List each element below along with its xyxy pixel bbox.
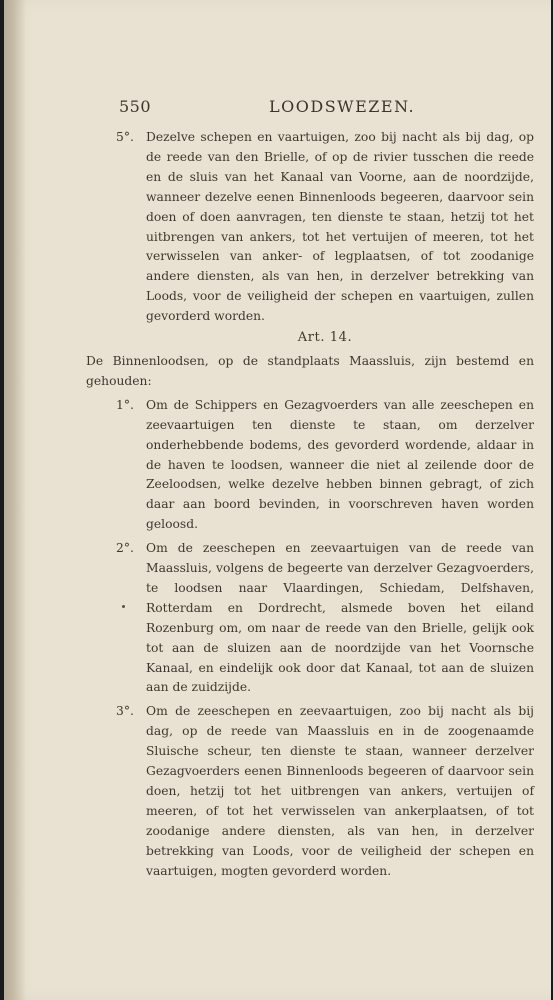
running-head: LOODSWEZEN.	[269, 97, 416, 116]
article-heading: Art. 14.	[297, 330, 353, 346]
page-gutter-shadow	[4, 0, 26, 1000]
item-text: Om de zeeschepen en zeevaartuigen, zoo bij nacht als bij dag, op de reede van Maassluis en in de zoogenaamde Sluische scheur, ten dienste te staan, wanneer derzelver Gezagvoerders eenen Binnenloods begeeren of daarvoor sein doen, hetzij tot het uitbrengen van ankers, vertuijen of meeren, of tot het verwisselen van ankerplaatsen, of tot zoodanige andere diensten, als van hen, in derzelver betrekking van Loods, voor de veiligheid der schepen en vaartuigen, mogten gevorderd worden.	[146, 704, 534, 878]
list-item	[116, 396, 534, 535]
list-item	[116, 539, 534, 698]
item-text: Dezelve schepen en vaartuigen, zoo bij nacht als bij dag, op de reede van den Brielle, of op de rivier tusschen die reede en de sluis van het Kanaal van Voorne, aan de noordzijde, wanneer dezelve eenen Binnenloods begeeren, daarvoor sein doen of doen aanvragen, ten dienste te staan, hetzij tot het uitbrengen van ankers, tot het vertuijen of meeren, tot het verwisselen van anker- of legplaatsen, of tot zoodanige andere diensten, als van hen, in derzelver betrekking van Loods, voor de veiligheid der schepen en vaartuigen, zullen gevorderd worden.	[146, 130, 534, 324]
ink-dot	[122, 605, 125, 608]
article-intro: De Binnenloodsen, op de standplaats Maassluis, zijn bestemd en gehouden:	[86, 353, 534, 388]
item-text: Om de Schippers en Gezagvoerders van alle zeeschepen en zeevaartuigen ten dienste te staan, om derzelver onderhebbende bodems, des gevorderd wordende, aldaar in de haven te loodsen, wanneer die niet al zeilende door de Zeeloodsen, welke dezelve hebben binnen gebragt, of zich daar aan boord bevinden, in voorschreven haven worden geloosd.	[146, 397, 534, 532]
book-page	[4, 0, 551, 1000]
item-number: 2°.	[116, 541, 134, 556]
list-item	[116, 702, 534, 881]
item-number: 1°.	[116, 397, 134, 412]
item-number: 3°.	[116, 704, 134, 719]
page-content	[86, 128, 534, 882]
item-number: 5°.	[116, 130, 134, 144]
item-5	[86, 128, 534, 327]
item-text: Om de zeeschepen en zeevaartuigen van de reede van Maassluis, volgens de begeerte van derzelver Gezagvoerders, te loodsen naar Vlaardingen, Schiedam, Delfshaven, Rotterdam en Dordrecht, alsmede boven het eiland Rozenburg om, om naar de reede van den Brielle, gelijk ook tot aan de sluizen aan de noordzijde van het Voornsche Kanaal, en eindelijk ook door dat Kanaal, tot aan de sluizen aan de zuidzijde.	[146, 541, 534, 695]
page-number: 550	[119, 97, 152, 116]
page-header	[4, 97, 551, 121]
